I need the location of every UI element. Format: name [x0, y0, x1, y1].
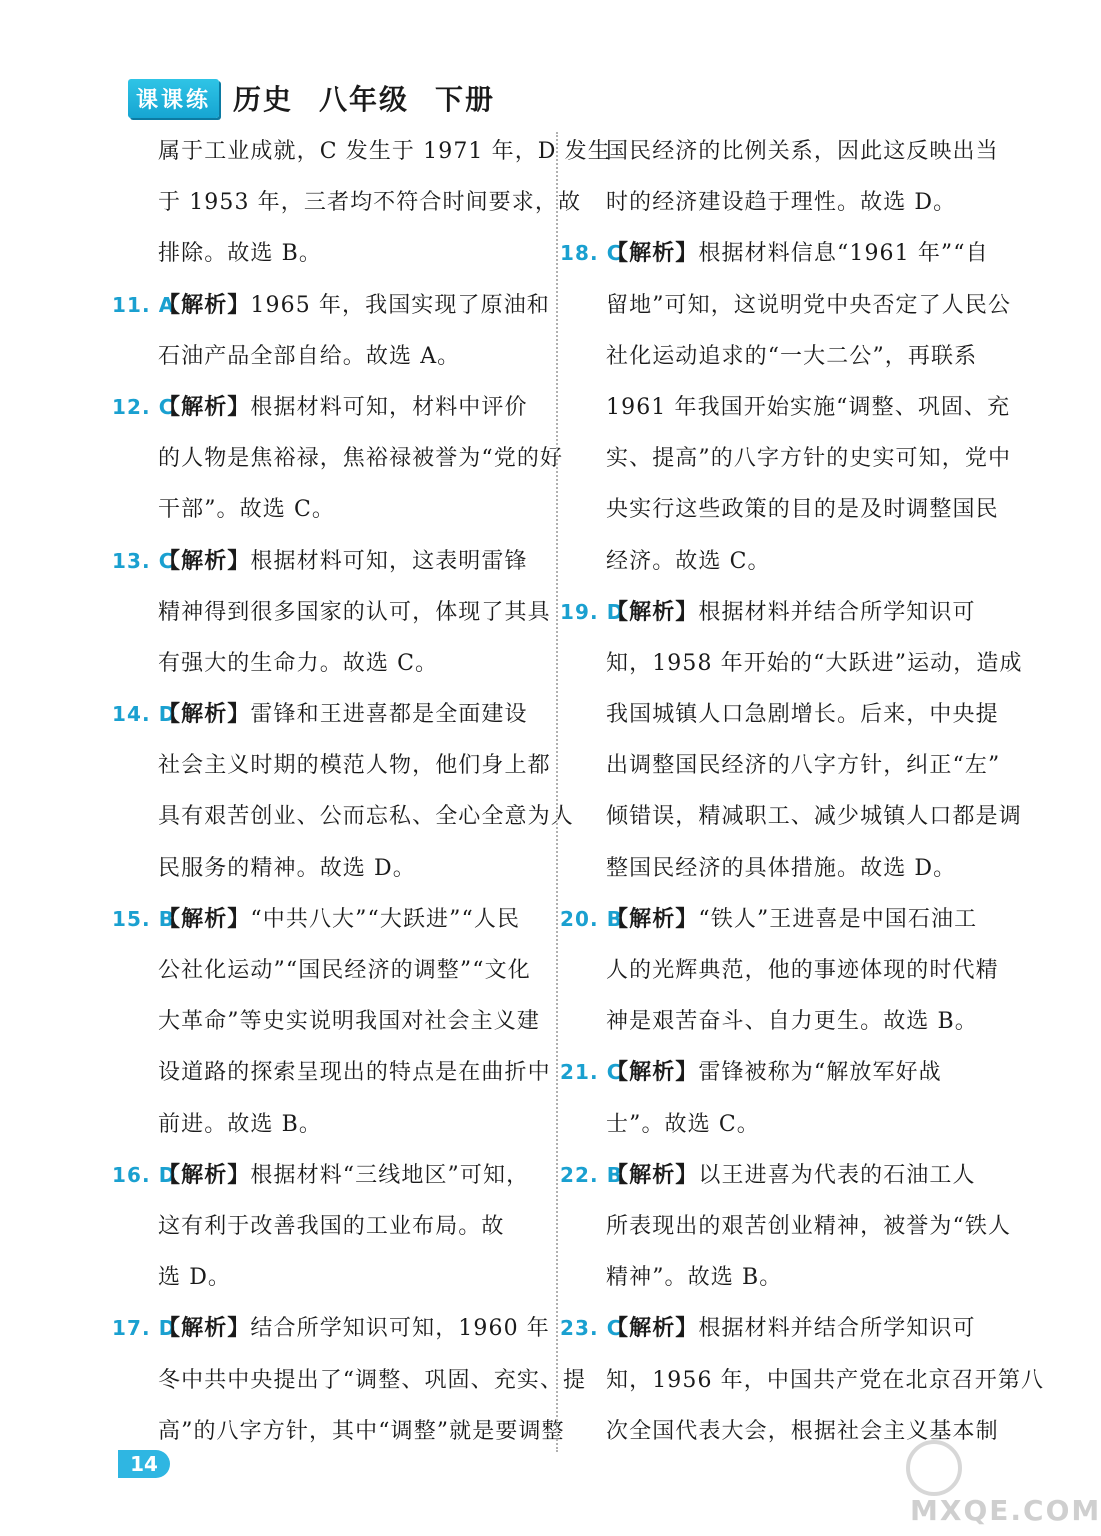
answer-item: [560, 1150, 1012, 1304]
answer-item: [112, 1303, 587, 1457]
answer-line: [560, 996, 992, 1047]
question-number: 16. D: [112, 1162, 177, 1187]
answer-line: [560, 894, 992, 945]
answer-text: 央实行这些政策的目的是及时调整国民: [606, 497, 999, 523]
analysis-tag: 【解析】: [158, 1315, 251, 1342]
answer-item: [560, 894, 999, 1048]
answer-item: [112, 1150, 544, 1304]
answer-line: [112, 228, 544, 279]
answer-line: [112, 177, 582, 228]
question-number: 11. A: [112, 292, 176, 317]
question-number: 18. C: [560, 241, 623, 266]
answer-text: 于 1953 年，三者均不符合时间要求，故: [158, 190, 582, 216]
answer-line: [560, 228, 992, 279]
answer-line: [560, 126, 999, 177]
brand-logo: 课课练: [128, 79, 219, 118]
answer-text: 雷锋和王进喜都是全面建设: [250, 702, 528, 728]
answer-text: 根据材料可知，这表明雷锋: [250, 548, 528, 574]
question-number: 21. C: [560, 1060, 623, 1085]
answer-item: [560, 587, 1023, 894]
answer-text: 实、提高”的八字方针的史实可知，党中: [606, 446, 1012, 472]
answer-line: [112, 689, 544, 740]
answer-line: [560, 177, 992, 228]
watermark-logo-icon: [906, 1440, 962, 1496]
answer-text: 经济。故选 C。: [606, 548, 771, 574]
answer-line: [112, 484, 544, 535]
answer-line: [560, 1252, 992, 1303]
answer-text: 这有利于改善我国的工业布局。故: [158, 1213, 505, 1239]
answer-line: [560, 433, 1012, 484]
analysis-tag: 【解析】: [158, 905, 251, 932]
answer-text: 所表现出的艰苦创业精神，被誉为“铁人: [606, 1213, 1012, 1239]
answer-line: [560, 587, 992, 638]
answer-line: [112, 1201, 544, 1252]
question-number: 19. D: [560, 599, 625, 624]
answer-text: 冬中共中央提出了“调整、巩固、充实、提: [158, 1367, 587, 1393]
answer-line: [560, 382, 1011, 433]
book-title: [233, 78, 521, 118]
answer-text: 留地”可知，这说明党中央否定了人民公: [606, 292, 1012, 318]
answer-text: 根据材料可知，材料中评价: [250, 394, 528, 420]
answer-line: [560, 791, 1022, 842]
answer-text: 石油产品全部自给。故选 A。: [158, 343, 461, 369]
answer-line: [560, 1355, 1045, 1406]
answer-line: [112, 331, 544, 382]
answer-line: [112, 1252, 544, 1303]
answer-text: 属于工业成就，C 发生于 1971 年，D 发生: [158, 139, 611, 164]
answer-line: [560, 740, 1001, 791]
answer-text: 具有艰苦创业、公而忘私、全心全意为人: [158, 804, 574, 830]
answer-item: [560, 228, 1012, 586]
answer-line: [560, 331, 992, 382]
answer-text: 倾错误，精减职工、减少城镇人口都是调: [606, 804, 1022, 830]
analysis-tag: 【解析】: [158, 1161, 251, 1188]
answer-text: 设道路的探索呈现出的特点是在曲折中: [158, 1060, 551, 1086]
question-number: 12. C: [112, 394, 175, 419]
answer-continuation: [560, 126, 999, 228]
answer-line: [112, 791, 574, 842]
answer-line: [560, 638, 1023, 689]
watermark-text: MXQE.COM: [910, 1494, 1101, 1527]
answer-line: [560, 1099, 992, 1150]
answer-line: [560, 536, 992, 587]
analysis-tag: 【解析】: [158, 291, 251, 318]
answer-line: [560, 1047, 992, 1098]
answer-text: 人的光辉典范，他的事迹体现的时代精: [606, 958, 999, 983]
answer-line: [112, 1047, 551, 1098]
answer-text: 国民经济的比例关系，因此这反映出当: [606, 139, 999, 164]
answer-item: [112, 689, 574, 894]
analysis-tag: 【解析】: [606, 905, 699, 932]
right-column: [560, 126, 1045, 1457]
answer-item: [112, 894, 551, 1150]
answer-text: 干部”。故选 C。: [158, 497, 335, 523]
answer-text: 社会主义时期的模范人物，他们身上都: [158, 753, 551, 779]
answer-text: 根据材料并结合所学知识可: [698, 599, 976, 625]
question-number: 14. D: [112, 702, 177, 727]
answer-text: 结合所学知识可知，1960 年: [250, 1316, 550, 1342]
question-number: 22. B: [560, 1162, 624, 1187]
question-number: 15. B: [112, 906, 176, 931]
answer-line: [560, 280, 1012, 331]
answer-text: 知，1956 年，中国共产党在北京召开第八: [606, 1367, 1045, 1393]
answer-item: [112, 280, 550, 382]
answer-line: [112, 587, 551, 638]
answer-text: 1961 年我国开始实施“调整、巩固、充: [606, 394, 1011, 420]
column-divider: [556, 132, 558, 1452]
answer-line: [112, 945, 544, 996]
answer-text: 知，1958 年开始的“大跃进”运动，造成: [606, 650, 1023, 676]
analysis-tag: 【解析】: [606, 1161, 699, 1188]
answer-text: 整国民经济的具体措施。故选 D。: [606, 855, 957, 881]
answer-line: [560, 843, 992, 894]
answer-item: [112, 536, 551, 690]
analysis-tag: 【解析】: [606, 598, 699, 625]
answer-text: 神是艰苦奋斗、自力更生。故选 B。: [606, 1009, 978, 1035]
answer-text: 精神”。故选 B。: [606, 1265, 783, 1291]
question-number: 17. D: [112, 1316, 177, 1341]
question-number: 20. B: [560, 906, 624, 931]
volume-label: 下册: [435, 83, 496, 116]
answer-text: “中共八大”“大跃进”“人民: [250, 906, 521, 932]
answer-line: [112, 280, 550, 331]
answer-text: 公社化运动”“国民经济的调整”“文化: [158, 958, 531, 983]
question-number: 23. C: [560, 1316, 623, 1341]
answer-line: [560, 1303, 992, 1354]
answer-text: 有强大的生命力。故选 C。: [158, 650, 439, 676]
answer-text: 根据材料“三线地区”可知，: [250, 1162, 530, 1188]
answer-text: 选 D。: [158, 1265, 232, 1291]
answer-line: [112, 382, 544, 433]
answer-text: 精神得到很多国家的认可，体现了其具: [158, 599, 551, 625]
answer-line: [560, 689, 999, 740]
answer-item: [560, 1303, 1045, 1457]
analysis-tag: 【解析】: [606, 240, 699, 267]
analysis-tag: 【解析】: [158, 547, 251, 574]
analysis-tag: 【解析】: [158, 393, 251, 420]
question-number: 13. C: [112, 548, 175, 573]
analysis-tag: 【解析】: [606, 1315, 699, 1342]
answer-text: 以王进喜为代表的石油工人: [698, 1162, 976, 1188]
page-number-badge: 14: [118, 1450, 170, 1478]
answer-line: [112, 1099, 544, 1150]
answer-line: [112, 536, 544, 587]
answer-item: [560, 1047, 992, 1149]
page-header: [128, 74, 521, 122]
answer-text: 的人物是焦裕禄，焦裕禄被誉为“党的好: [158, 446, 564, 472]
answer-text: 时的经济建设趋于理性。故选 D。: [606, 190, 957, 216]
answer-line: [560, 1150, 992, 1201]
answer-item: [112, 382, 564, 536]
analysis-tag: 【解析】: [606, 1059, 699, 1086]
answer-line: [112, 126, 611, 177]
answer-text: 大革命”等史实说明我国对社会主义建: [158, 1009, 540, 1035]
answer-line: [112, 1355, 587, 1406]
answer-line: [112, 1303, 550, 1354]
answer-line: [560, 484, 999, 535]
answer-line: [112, 843, 544, 894]
answer-text: 根据材料信息“1961 年”“自: [698, 241, 989, 267]
answer-line: [560, 1201, 1012, 1252]
answer-line: [112, 638, 544, 689]
answer-text: 士”。故选 C。: [606, 1111, 760, 1137]
answer-line: [112, 1150, 544, 1201]
answer-line: [112, 433, 564, 484]
answer-text: 雷锋被称为“解放军好战: [698, 1060, 942, 1086]
answer-text: 社化运动追求的“一大二公”，再联系: [606, 343, 978, 369]
answer-text: 前进。故选 B。: [158, 1111, 322, 1137]
answer-text: 我国城镇人口急剧增长。后来，中央提: [606, 702, 999, 728]
answer-line: [112, 740, 551, 791]
answer-text: 根据材料并结合所学知识可: [698, 1316, 976, 1342]
answer-line: [112, 1406, 565, 1457]
answer-text: 排除。故选 B。: [158, 241, 322, 267]
analysis-tag: 【解析】: [158, 701, 251, 728]
answer-line: [112, 894, 544, 945]
answer-text: 次全国代表大会，根据社会主义基本制: [606, 1418, 999, 1444]
answer-text: “铁人”王进喜是中国石油工: [698, 906, 978, 932]
answer-line: [112, 996, 544, 1047]
subject-label: 历史: [233, 83, 294, 116]
answer-text: 高”的八字方针，其中“调整”就是要调整: [158, 1418, 565, 1444]
answer-text: 出调整国民经济的八字方针，纠正“左”: [606, 753, 1001, 779]
answer-line: [560, 945, 999, 996]
answer-text: 民服务的精神。故选 D。: [158, 855, 416, 881]
answer-text: 1965 年，我国实现了原油和: [250, 292, 550, 318]
grade-label: 八年级: [319, 83, 410, 116]
